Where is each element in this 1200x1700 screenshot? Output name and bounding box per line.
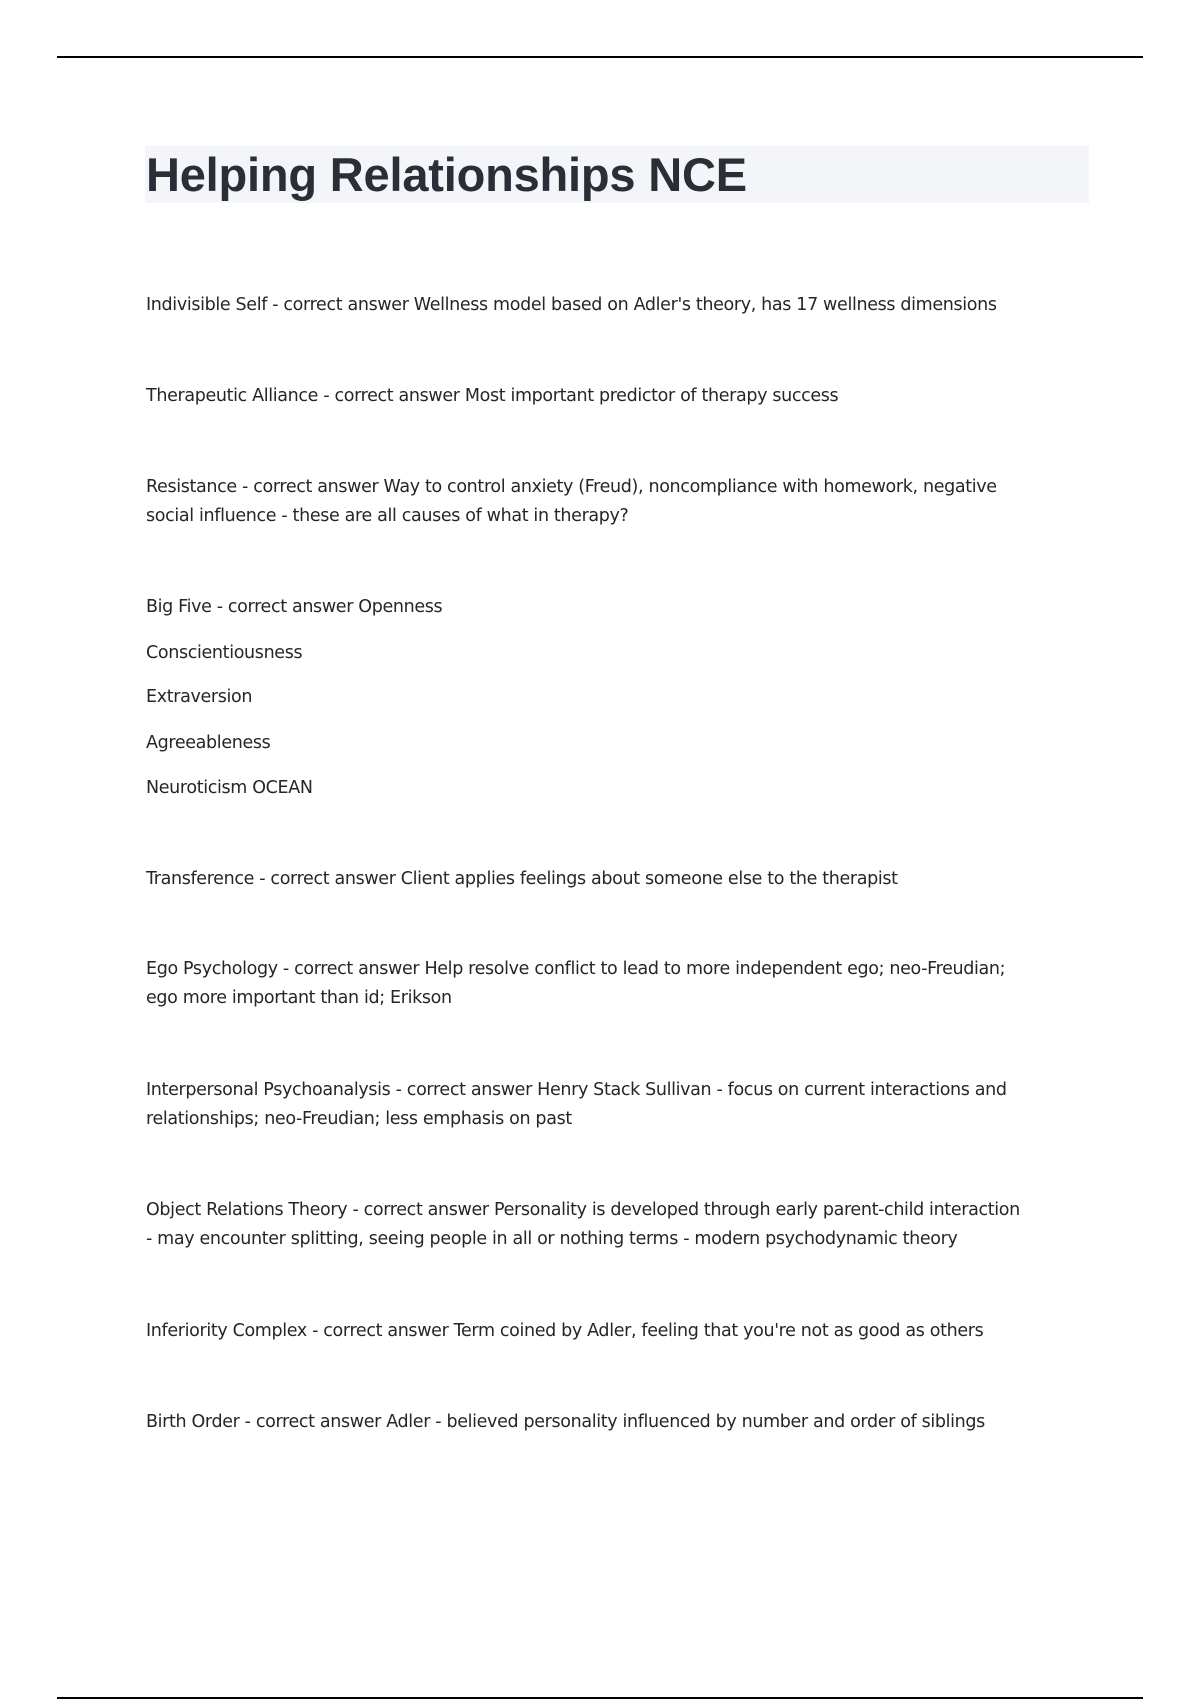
big-five-trait: Conscientiousness: [146, 643, 303, 663]
entry-ego-psychology: [146, 955, 1092, 1013]
entry-text-continued: social influence - these are all causes of what in therapy?: [146, 506, 629, 526]
entry-indivisible-self: [146, 291, 1092, 320]
entry-therapeutic-alliance: [146, 382, 1092, 411]
entry-text: Ego Psychology - correct answer Help resolve conflict to lead to more independent ego; neo-Freudian;: [146, 959, 1006, 979]
entry-birth-order: [146, 1408, 1092, 1437]
big-five-trait: Extraversion: [146, 687, 253, 707]
entry-text: Therapeutic Alliance - correct answer Most important predictor of therapy success: [146, 386, 839, 406]
entry-big-five: [146, 593, 1092, 622]
entry-inferiority-complex: [146, 1317, 1092, 1346]
entry-text-continued: - may encounter splitting, seeing people in all or nothing terms - modern psychodynamic theory: [146, 1229, 958, 1249]
entry-text: Big Five - correct answer Openness: [146, 597, 443, 617]
entry-text-continued: relationships; neo-Freudian; less emphasis on past: [146, 1109, 572, 1129]
big-five-trait: Neuroticism OCEAN: [146, 778, 313, 798]
document-title: Helping Relationships NCE: [146, 148, 747, 201]
top-rule: [57, 56, 1143, 58]
entry-text: Indivisible Self - correct answer Wellness model based on Adler's theory, has 17 wellness dimensions: [146, 295, 997, 315]
entry-text: Object Relations Theory - correct answer Personality is developed through early parent-child interaction: [146, 1200, 1020, 1220]
entry-text: Birth Order - correct answer Adler - believed personality influenced by number and order of siblings: [146, 1412, 985, 1432]
entry-transference: [146, 865, 1092, 894]
entry-text: Resistance - correct answer Way to control anxiety (Freud), noncompliance with homework, negative: [146, 477, 997, 497]
entry-object-relations-theory: [146, 1196, 1092, 1254]
bottom-rule: [57, 1697, 1143, 1699]
entry-text-continued: ego more important than id; Erikson: [146, 988, 452, 1008]
entry-text: Transference - correct answer Client applies feelings about someone else to the therapist: [146, 869, 898, 889]
entry-resistance: [146, 473, 1092, 531]
entry-text: Inferiority Complex - correct answer Term coined by Adler, feeling that you're not as good as others: [146, 1321, 984, 1341]
big-five-trait: Agreeableness: [146, 733, 271, 753]
entry-text: Interpersonal Psychoanalysis - correct answer Henry Stack Sullivan - focus on current interactions and: [146, 1080, 1007, 1100]
entry-interpersonal-psychoanalysis: [146, 1076, 1092, 1134]
